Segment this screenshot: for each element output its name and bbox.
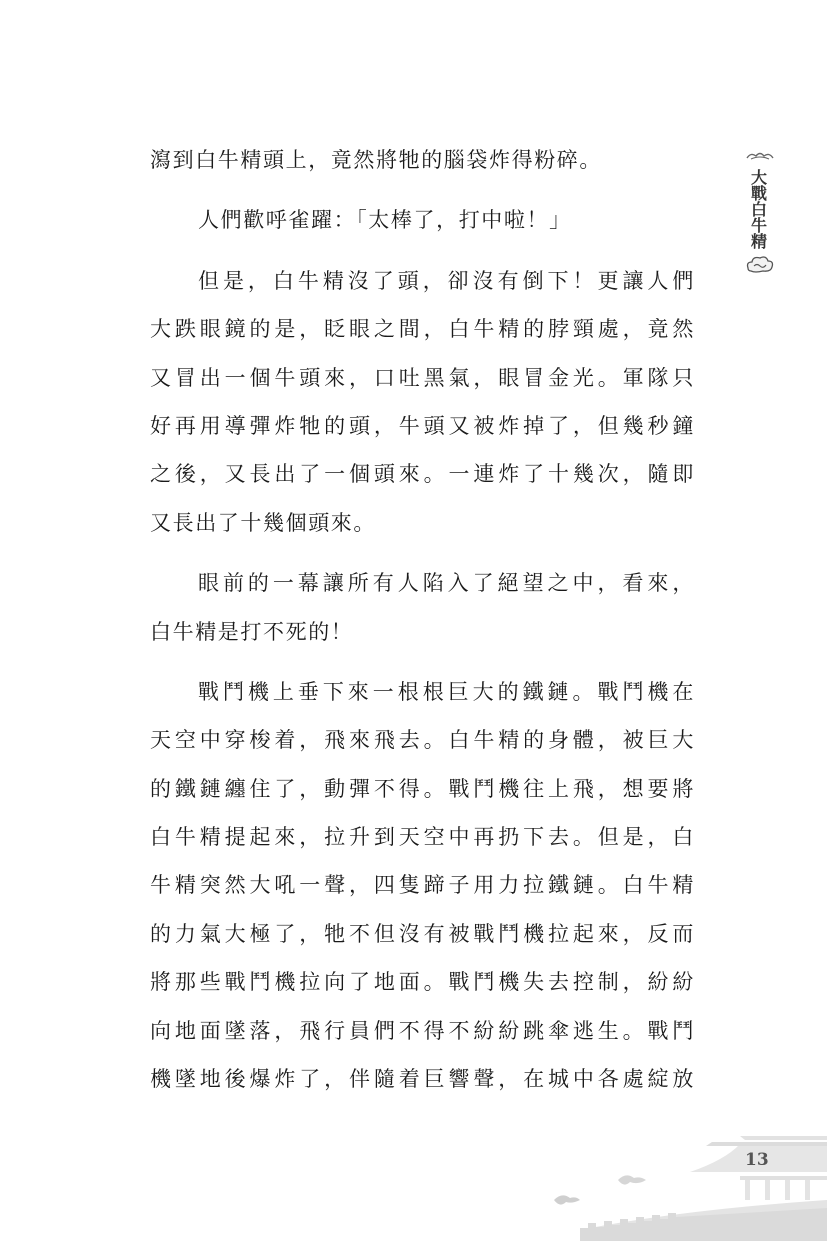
text-line: 戰鬥機上垂下來一根根巨大的鐵鏈。戰鬥機在 xyxy=(198,679,695,704)
body-text xyxy=(150,136,695,1103)
palace-silhouette-icon xyxy=(540,1130,827,1241)
text-line: 但是，白牛精沒了頭，卻沒有倒下！更讓人們 xyxy=(198,268,695,293)
text-line: 眼前的一幕讓所有人陷入了絕望之中，看來， xyxy=(198,571,695,596)
text-line: 之後，又長出了一個頭來。一連炸了十幾次，隨即 xyxy=(150,462,695,487)
page-number: 13 xyxy=(745,1150,769,1170)
text-line: 向地面墜落，飛行員們不得不紛紛跳傘逃生。戰鬥 xyxy=(150,1018,695,1043)
cloud-ornament-icon xyxy=(745,253,775,275)
text-line: 又長出了十幾個頭來。 xyxy=(150,510,376,535)
text-line: 的鐵鏈纏住了，動彈不得。戰鬥機往上飛，想要將 xyxy=(150,776,695,801)
text-line: 將那些戰鬥機拉向了地面。戰鬥機失去控制，紛紛 xyxy=(150,970,695,995)
text-line: 大跌眼鏡的是，眨眼之間，白牛精的脖頸處，竟然 xyxy=(150,317,695,342)
running-title-text: 大戰白牛精 xyxy=(748,169,768,249)
text-line: 好再用導彈炸牠的頭，牛頭又被炸掉了，但幾秒鐘 xyxy=(150,413,695,438)
cloud-ornament-icon xyxy=(745,149,775,161)
text-line: 天空中穿梭着，飛來飛去。白牛精的身體，被巨大 xyxy=(150,728,695,753)
text-line: 瀉到白牛精頭上，竟然將牠的腦袋炸得粉碎。 xyxy=(150,148,602,172)
text-line: 牛精突然大吼一聲，四隻蹄子用力拉鐵鏈。白牛精 xyxy=(150,873,695,898)
text-line: 人們歡呼雀躍：「太棒了，打中啦！」 xyxy=(198,208,572,233)
text-line: 白牛精是打不死的！ xyxy=(150,619,354,644)
text-line: 白牛精提起來，拉升到天空中再扔下去。但是，白 xyxy=(150,825,695,850)
text-line: 又冒出一個牛頭來，口吐黑氣，眼冒金光。軍隊只 xyxy=(150,365,695,390)
text-line: 機墜地後爆炸了，伴隨着巨響聲，在城中各處綻放 xyxy=(150,1067,695,1092)
running-title xyxy=(745,146,771,279)
text-line: 的力氣大極了，牠不但沒有被戰鬥機拉起來，反而 xyxy=(150,921,695,946)
